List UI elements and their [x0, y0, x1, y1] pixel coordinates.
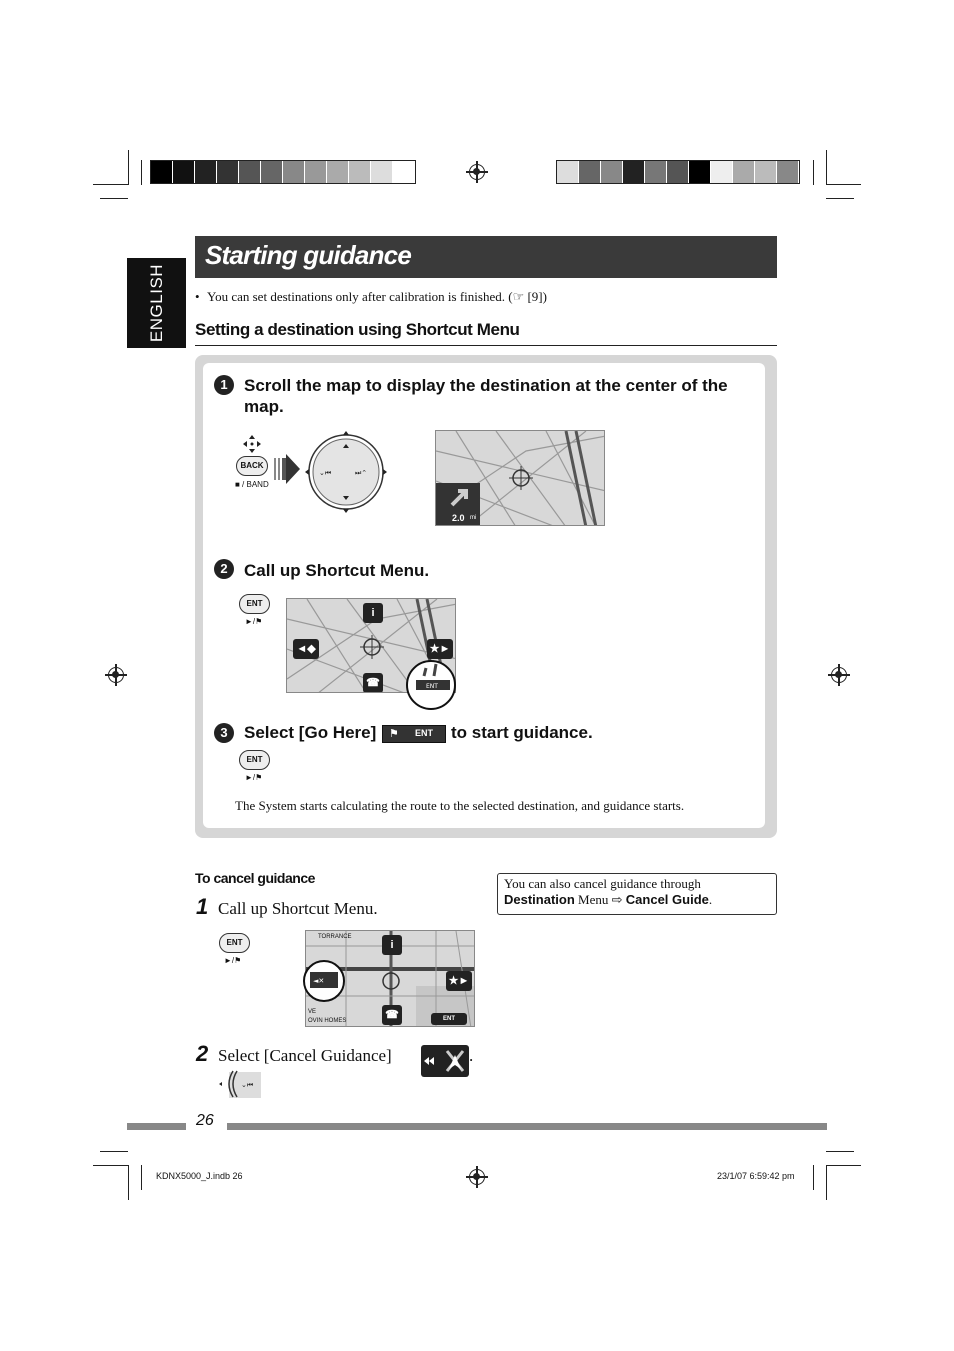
checkered-flag-icon: ⚑ [389, 728, 399, 740]
favorite-icon[interactable]: ★► [427, 639, 453, 659]
tip-end: . [708, 892, 713, 907]
crop-mark [93, 1165, 128, 1166]
cancel-tip-box [497, 873, 777, 915]
crop-mark [813, 1165, 814, 1190]
step-1-number: 1 [214, 375, 234, 395]
press-arrow-icon [272, 452, 302, 486]
direction-panel [436, 483, 480, 526]
cancel-heading: To cancel guidance [195, 870, 315, 886]
step-3-text: Select [Go Here] [244, 723, 377, 742]
map-menu-icon[interactable]: ◄◆ [293, 639, 319, 659]
map-label-homes: OVIN HOMES [308, 1018, 347, 1024]
tip-menu-bold: Destination [504, 892, 575, 907]
ent-button-caption: ►/⚑ [224, 956, 242, 965]
cancel-step-1-text: Call up Shortcut Menu. [218, 899, 378, 918]
cancel-step-2-number: 2 [196, 1041, 209, 1066]
ent-button[interactable]: ENT [239, 750, 270, 770]
language-tab [127, 258, 186, 348]
cancel-guidance-icon[interactable] [421, 1045, 469, 1077]
cancel-step-2-period: . [469, 1046, 474, 1065]
map-label-ve: VE [308, 1009, 317, 1015]
crop-mark [826, 150, 827, 185]
back-button[interactable]: BACK [236, 456, 268, 476]
control-dial-icon[interactable] [302, 428, 390, 516]
calibration-note: • You can set destinations only after calibration is finished. (☞ [9]) [207, 289, 547, 305]
cancel-step-2-text: Select [Cancel Guidance] [218, 1046, 392, 1065]
map-step-1 [435, 430, 605, 526]
ent-button-caption: ►/⚑ [245, 773, 263, 782]
phone-icon[interactable]: ☎ [363, 673, 383, 693]
tip-menu-word: Menu ⇨ [578, 892, 623, 907]
crop-mark [128, 150, 129, 185]
footer-bar-right [227, 1123, 827, 1130]
color-bar-right [556, 160, 800, 184]
ent-button[interactable]: ENT [239, 594, 270, 614]
crop-mark [826, 1151, 854, 1152]
crop-mark [100, 1151, 128, 1152]
step-3-number: 3 [214, 723, 234, 743]
ent-button[interactable]: ENT [219, 933, 250, 953]
registration-mark [469, 164, 485, 180]
registration-mark [831, 667, 847, 683]
registration-mark [469, 1169, 485, 1185]
svg-text:◄✕: ◄✕ [313, 977, 325, 985]
crop-mark [128, 1165, 129, 1200]
svg-text:ENT: ENT [426, 683, 438, 690]
go-here-highlight-icon [404, 658, 458, 712]
info-icon[interactable]: i [363, 603, 383, 623]
map-label-torrance: TORRANCE [318, 934, 352, 940]
turn-arrow-icon [448, 485, 472, 509]
crop-mark [813, 160, 814, 185]
tip-line-2 [504, 892, 770, 908]
distance-unit: mi [470, 515, 477, 521]
svg-text:⌄⏮: ⌄⏮ [241, 1081, 254, 1089]
crop-mark [826, 184, 861, 185]
footer-bar-left [127, 1123, 186, 1130]
step-2-text: Call up Shortcut Menu. [244, 561, 430, 580]
page-title: Starting guidance [205, 240, 411, 270]
info-icon[interactable]: i [382, 935, 402, 955]
distance-value: 2.0 [452, 513, 465, 523]
ent-map-icon[interactable]: ENT [431, 1013, 467, 1025]
crop-mark [826, 1165, 861, 1166]
crop-mark [100, 198, 128, 199]
go-here-button[interactable] [382, 725, 446, 743]
tip-line-1: You can also cancel guidance through [504, 876, 701, 891]
result-text: The System starts calculating the route to the selected destination, and guidance starts. [235, 798, 685, 813]
date-slug: 23/1/07 6:59:42 pm [717, 1171, 795, 1181]
crop-mark [141, 160, 142, 185]
registration-mark [108, 667, 124, 683]
svg-text:⏭⌃: ⏭⌃ [355, 469, 368, 477]
phone-icon[interactable]: ☎ [382, 1005, 402, 1025]
step-2-number: 2 [214, 559, 234, 579]
step-3-text-after: to start guidance. [451, 723, 593, 742]
ent-button-caption: ►/⚑ [245, 617, 263, 626]
page-number: 26 [196, 1112, 214, 1129]
go-here-button-label: ENT [415, 728, 433, 738]
section-heading: Setting a destination using Shortcut Menu [195, 320, 777, 346]
title-bar [195, 236, 777, 278]
crop-mark [141, 1165, 142, 1190]
crop-mark [826, 1165, 827, 1200]
step-1-text: Scroll the map to display the destination at the center of the map. [244, 376, 728, 416]
dial-left-icon[interactable] [219, 1070, 261, 1098]
tip-target-bold: Cancel Guide [625, 892, 709, 907]
cancel-highlight-icon [301, 958, 347, 1004]
scroll-arrows-icon [242, 434, 262, 454]
cancel-step-1-number: 1 [196, 894, 209, 919]
crop-mark [826, 198, 854, 199]
file-slug: KDNX5000_J.indb 26 [156, 1171, 243, 1181]
favorite-icon[interactable]: ★► [446, 971, 472, 991]
back-button-caption: ■ / BAND [235, 480, 269, 489]
svg-text:⌄⏮: ⌄⏮ [319, 469, 332, 477]
color-bar-left [150, 160, 416, 184]
crop-mark [93, 184, 128, 185]
language-label: ENGLISH [146, 263, 166, 343]
